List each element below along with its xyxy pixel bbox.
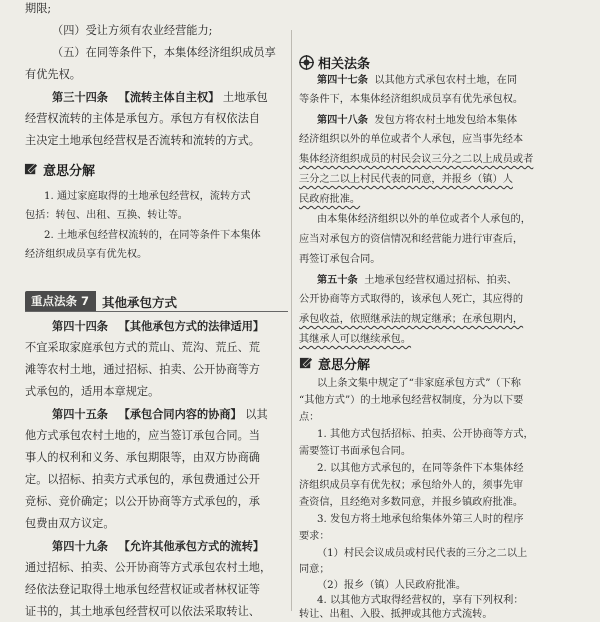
- key-provision-label: 重点法条 7: [25, 291, 96, 312]
- article-number: 第四十九条: [52, 539, 108, 553]
- text-line: 不宜采取家庭承包方式的荒山、荒沟、荒丘、荒: [25, 341, 260, 354]
- section-header-meaning: [24, 160, 95, 179]
- text-fragment: 以其: [245, 408, 268, 421]
- article-47-first-line: [317, 73, 517, 88]
- key-provision-header: [25, 291, 177, 312]
- text-line: 通过招标、拍卖、公开协商等方式承包农村土地，: [25, 561, 272, 574]
- text-line: 他方式承包农村土地的，应当签订承包合同。当: [25, 429, 260, 442]
- text-line: 主决定土地承包经营权是否流转和流转的方式。: [25, 134, 260, 147]
- text-line: 经依法登记取得土地承包经营权证或者林权证等: [25, 583, 260, 596]
- text-line: 等条件下，本集体经济组织成员享有优先承包权。: [299, 94, 524, 105]
- section-header-meaning: [299, 354, 370, 373]
- text-line: 有优先权。: [25, 68, 81, 81]
- article-44-first-line: [52, 319, 264, 334]
- text-fragment: 土地承包: [222, 91, 268, 104]
- text-line: 滩等农村土地，通过招标、拍卖、公开协商等方: [25, 363, 260, 376]
- text-line: （四）受让方须有农业经营能力;: [52, 24, 213, 37]
- left-column: [0, 0, 290, 618]
- article-title: 【允许其他承包方式的流转】: [118, 539, 265, 553]
- text-line: 其继承人可以继续承包。: [299, 334, 412, 345]
- article-number: 第四十八条: [317, 114, 368, 126]
- key-provision-title: 其他承包方式: [102, 294, 178, 310]
- text-line: 1. 通过家庭取得的土地承包经营权，流转方式: [44, 191, 251, 202]
- text-line: 需要签订书面承包合同。: [299, 446, 412, 457]
- text-line: 集体经济组织成员的村民会议三分之二以上成员或者: [299, 154, 534, 165]
- article-45-first-line: [52, 407, 268, 422]
- section-title: 相关法条: [318, 57, 371, 72]
- article-50-first-line: [317, 273, 517, 288]
- text-fragment: 以其他方式承包农村土地，在同: [374, 75, 518, 86]
- text-line: 点：: [299, 412, 320, 423]
- text-line: 包括：转包、出租、互换、转让等。: [25, 210, 188, 221]
- text-line: 3. 发包方将土地承包给集体外第三人时的程序: [317, 514, 524, 525]
- section-rule: [25, 311, 288, 312]
- article-49-first-line: [52, 539, 264, 554]
- text-line: 经济组织成员享有优先权。: [25, 249, 148, 260]
- text-line: 经营权流转的主体是承包方。承包方有权依法自: [25, 112, 260, 125]
- text-line: 应当对承包方的资信情况和经营能力进行审查后，: [299, 234, 524, 245]
- text-line: 由本集体经济组织以外的单位或者个人承包的，: [317, 214, 531, 225]
- article-number: 第三十四条: [52, 90, 108, 104]
- text-line: 包费由双方议定。: [25, 517, 115, 530]
- text-fragment: 土地承包经营权通过招标、拍卖、: [364, 275, 518, 286]
- text-line: （五）在同等条件下，本集体经济组织成员享: [52, 46, 276, 59]
- article-number: 第四十七条: [317, 74, 368, 86]
- text-line: 定。以招标、拍卖方式承包的，承包费通过公开: [25, 473, 260, 486]
- target-icon: [299, 55, 314, 70]
- text-line: 公开协商等方式取得的，该承包人死亡，其应得的: [299, 294, 524, 305]
- text-line: （1）村民会议成员或村民代表的三分之二以上: [317, 548, 528, 559]
- text-line: 证书的，其土地承包经营权可以依法采取转让、: [25, 605, 260, 618]
- article-number: 第四十四条: [52, 319, 108, 333]
- column-divider: [291, 30, 292, 611]
- article-34-first-line: [52, 90, 268, 105]
- text-line: 竞标、竞价确定；以公开协商等方式承包的，承: [25, 495, 260, 508]
- article-number: 第四十五条: [52, 407, 108, 421]
- text-line: 三分之二以上村民代表的同意，并报乡（镇）人: [299, 174, 513, 185]
- text-line: 承包收益，依照继承法的规定继承；在承包期内，: [299, 314, 524, 325]
- text-line: 式承包的，适用本章规定。: [25, 385, 160, 398]
- article-number: 第五十条: [317, 274, 358, 286]
- text-line: 以上条文集中规定了“非家庭承包方式”（下称: [317, 378, 521, 389]
- text-line: 期限;: [25, 2, 52, 15]
- article-title: 【其他承包方式的法律适用】: [118, 319, 265, 333]
- text-line: 经济组织以外的单位或者个人承包，应当事先经本: [299, 134, 524, 145]
- article-48-first-line: [317, 113, 517, 128]
- text-fragment: 发包方将农村土地发包给本集体: [374, 115, 518, 126]
- text-line: （2）报乡（镇）人民政府批准。: [317, 580, 467, 591]
- text-line: 2. 土地承包经营权流转的，在同等条件下本集体: [44, 230, 261, 241]
- text-line: 要求：: [299, 531, 330, 542]
- article-title: 【承包合同内容的协商】: [118, 407, 242, 421]
- text-line: 民政府批准。: [299, 194, 361, 205]
- text-line: 查资信，且经绝对多数同意，并报乡镇政府批准。: [299, 497, 524, 508]
- text-line: “其他方式”）的土地承包经营权制度，分为以下要: [299, 395, 524, 406]
- text-line: 1. 其他方式包括招标、拍卖、公开协商等方式，: [317, 429, 534, 440]
- right-column: [297, 0, 600, 620]
- section-header-related: [299, 53, 370, 72]
- text-line: 4. 以其他方式取得经营权的，享有下列权利：: [317, 595, 524, 606]
- section-title: 意思分解: [318, 358, 371, 373]
- pen-icon: [299, 356, 314, 371]
- text-line: 事人的权利和义务、承包期限等，由双方协商确: [25, 451, 260, 464]
- article-title: 【流转主体自主权】: [118, 90, 220, 104]
- pen-icon: [24, 162, 39, 177]
- text-line: 转让、出租、入股、抵押或其他方式流转。: [299, 609, 493, 620]
- section-title: 意思分解: [43, 164, 96, 179]
- text-line: 再签订承包合同。: [299, 254, 381, 265]
- text-line: 同意；: [299, 564, 330, 575]
- text-line: 济组织成员享有优先权；承包给外人的，须事先审: [299, 480, 524, 491]
- text-line: 2. 以其他方式承包的，在同等条件下本集体经: [317, 463, 524, 474]
